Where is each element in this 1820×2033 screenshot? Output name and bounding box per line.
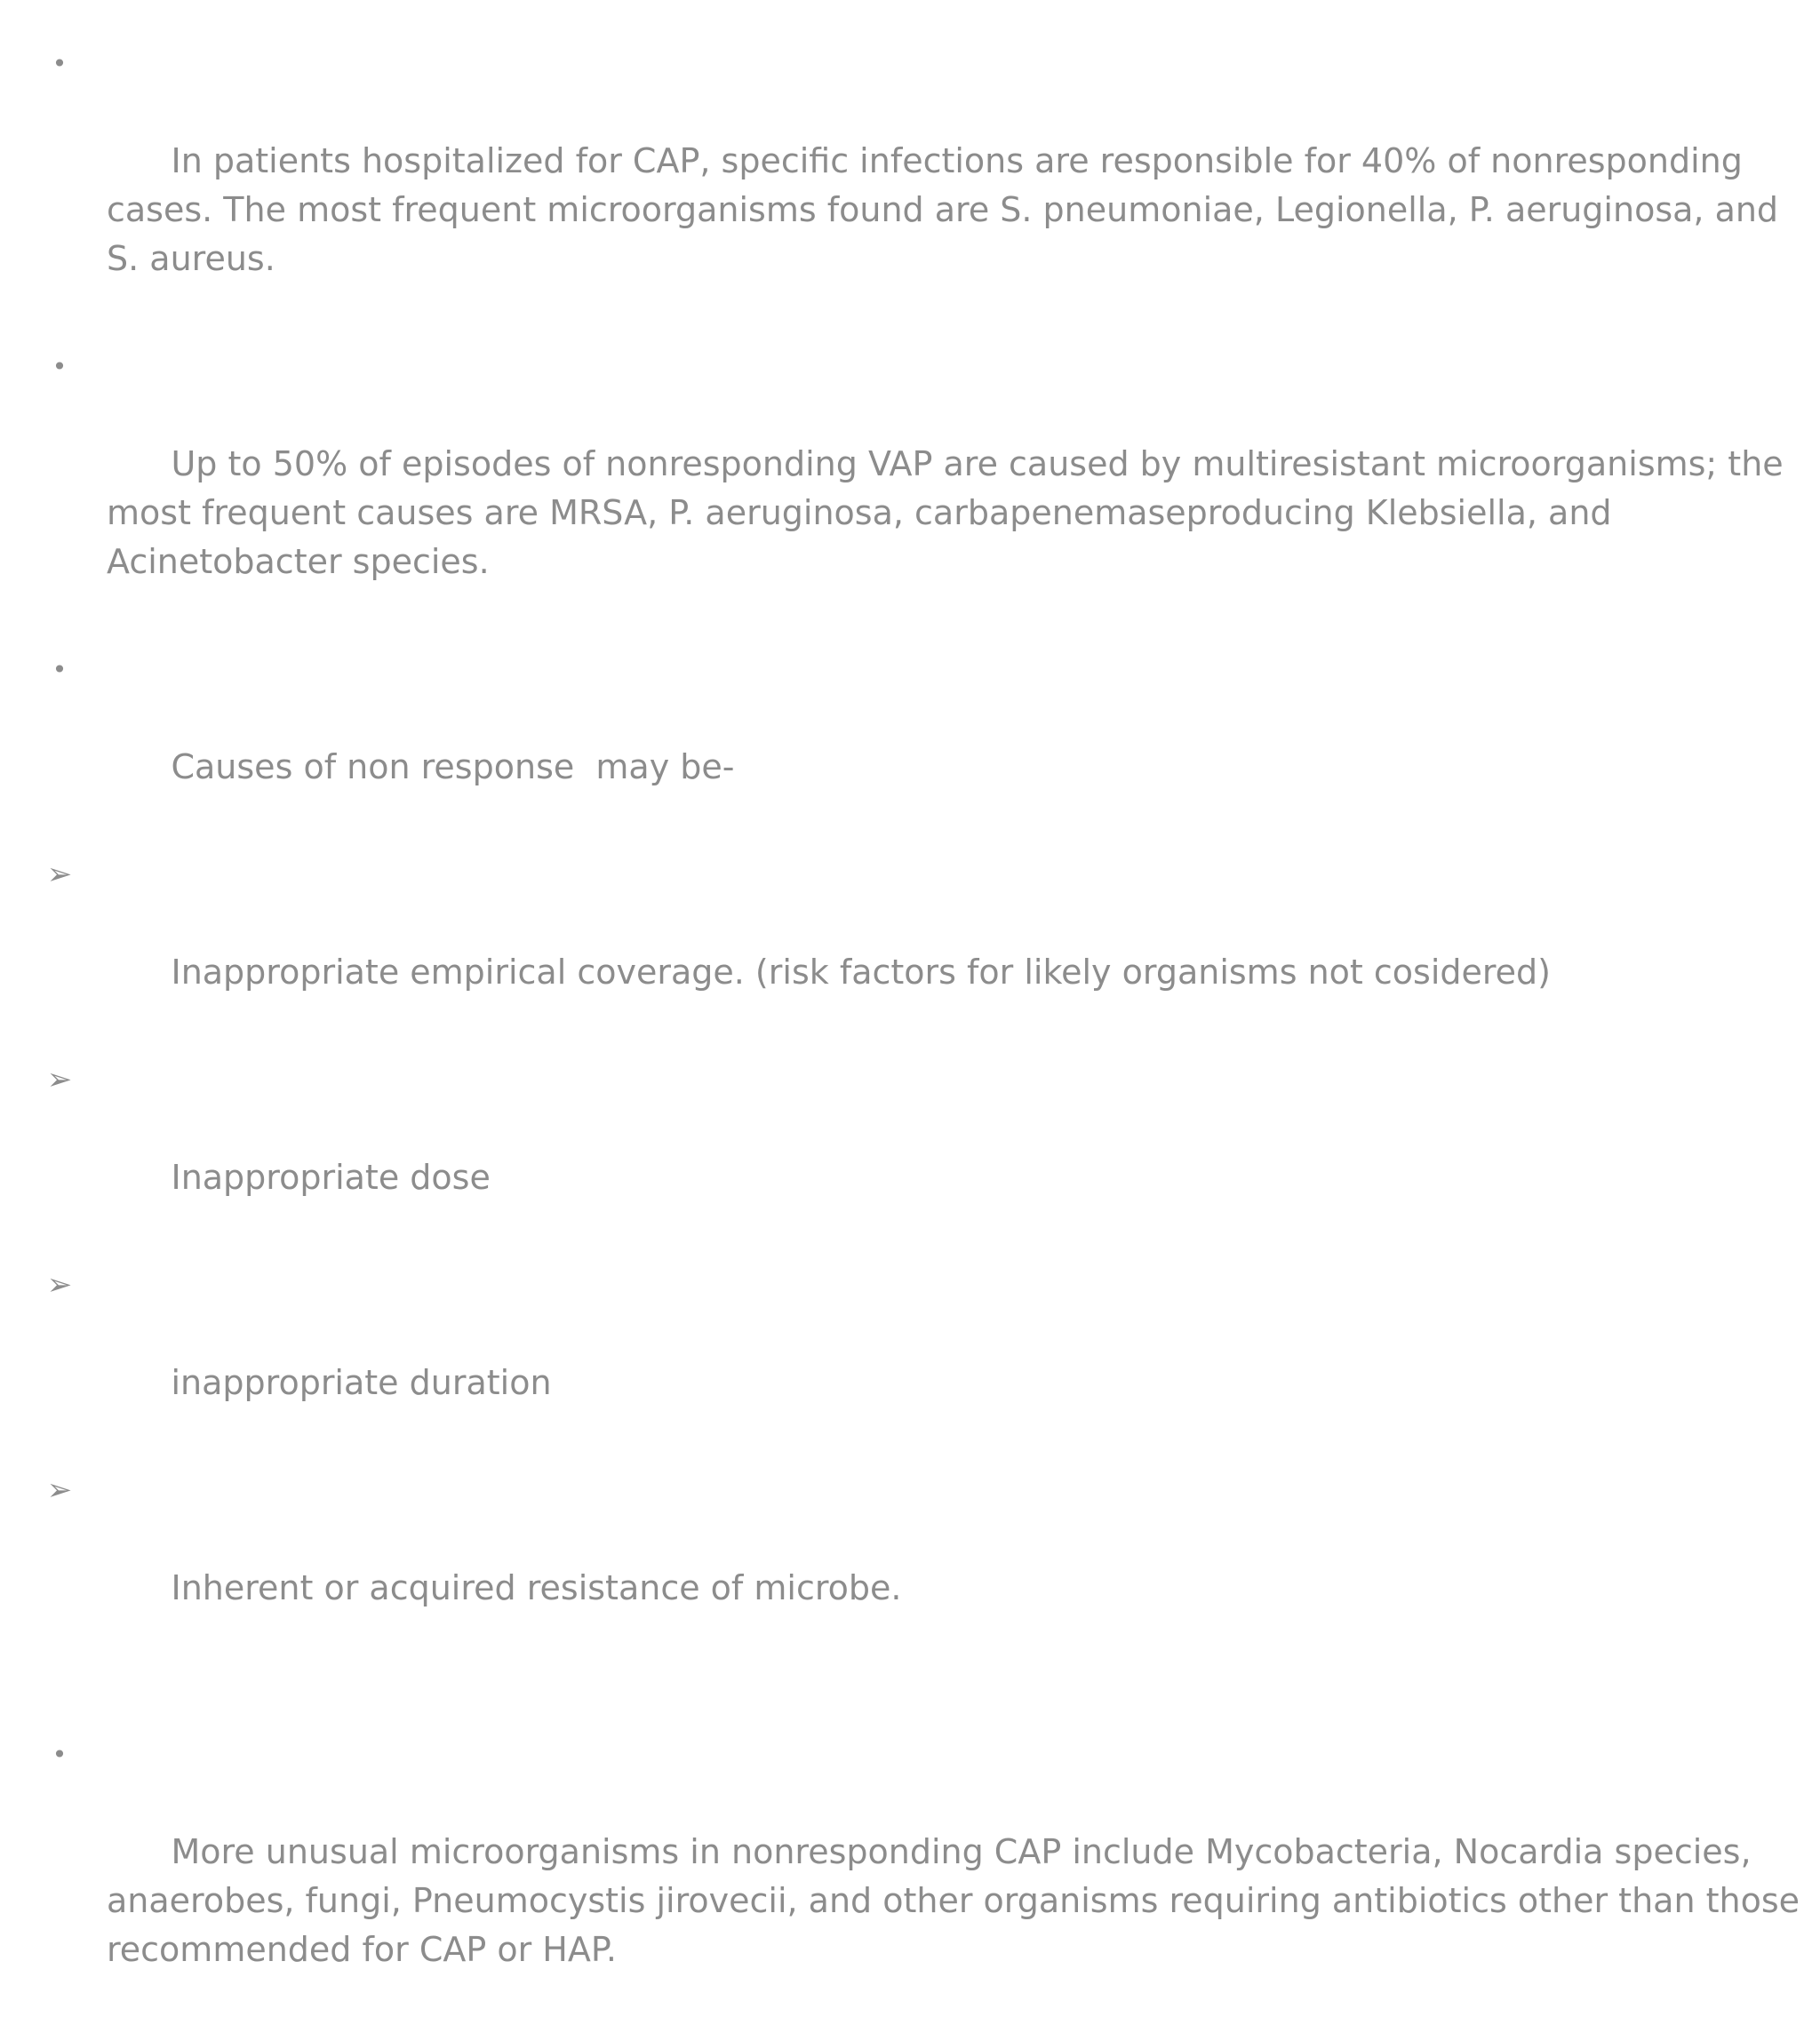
arrow-item-empirical-coverage bbox=[46, 850, 1802, 1046]
arrow-item-dose bbox=[46, 1056, 1802, 1251]
bullet-dot-icon: • bbox=[52, 352, 68, 381]
arrow-bullet-icon: ➢ bbox=[46, 1062, 73, 1097]
bullet-item-vap-microorganisms bbox=[46, 342, 1802, 635]
bullet-item-unusual-microorganisms bbox=[46, 1730, 1811, 2023]
arrow-item-resistance bbox=[46, 1466, 1802, 1662]
slide-body bbox=[46, 39, 1811, 2033]
bullet-item-causes-heading bbox=[46, 645, 1802, 841]
bullet-text: More unusual microorganisms in nonresponding CAP include Mycobacteria, Nocardia species, anaerobes, fungi, Pneumocystis jirovecii, and other organisms requiring antibiotics other than those recommended for CAP or HAP. bbox=[107, 1832, 1811, 1969]
arrow-bullet-icon: ➢ bbox=[46, 857, 73, 892]
bullet-text: In patients hospitalized for CAP, specific infections are responsible for 40% of nonresponding cases. The most frequent microorganisms found are S. pneumoniae, Legionella, P. aeruginosa, and S. aureus. bbox=[107, 141, 1790, 278]
arrow-bullet-icon: ➢ bbox=[46, 1267, 73, 1303]
bullet-dot-icon: • bbox=[52, 1740, 68, 1769]
bullet-dot-icon: • bbox=[52, 655, 68, 684]
arrow-item-text: Inherent or acquired resistance of microbe. bbox=[171, 1568, 902, 1607]
arrow-bullet-icon: ➢ bbox=[46, 1472, 73, 1508]
arrow-item-text: inappropriate duration bbox=[171, 1363, 552, 1402]
arrow-item-duration bbox=[46, 1261, 1802, 1456]
bullet-text: Up to 50% of episodes of nonresponding VAP are caused by multiresistant microorganisms; the most frequent causes are MRSA, P. aeruginosa, carbapenemaseproducing Klebsiella, and Acinetobacter species. bbox=[107, 444, 1794, 581]
bullet-dot-icon: • bbox=[52, 49, 68, 78]
bullet-text: Causes of non response may be- bbox=[171, 747, 735, 786]
arrow-item-text: Inappropriate empirical coverage. (risk factors for likely organisms not cosidered) bbox=[171, 953, 1551, 992]
paragraph-spacer bbox=[46, 1671, 1802, 1730]
bullet-item-cap-infections bbox=[46, 39, 1802, 332]
arrow-item-text: Inappropriate dose bbox=[171, 1158, 491, 1197]
